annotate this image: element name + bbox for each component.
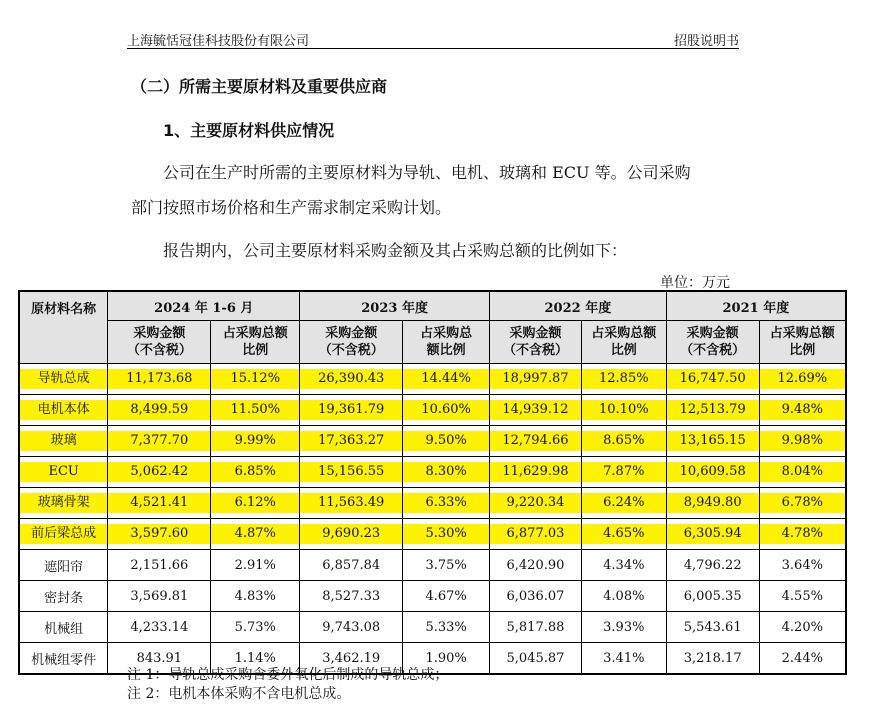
- amount-value: 5,045.87: [506, 650, 565, 666]
- amount-value: 3,597.60: [108, 524, 210, 544]
- amount-cell: [490, 643, 582, 675]
- amount-value: 7,377.70: [108, 431, 210, 451]
- ratio-cell: [759, 612, 846, 643]
- ratio-value: 10.10%: [582, 400, 666, 420]
- material-name: 玻璃: [20, 431, 107, 451]
- amount-value: 10,609.58: [667, 462, 759, 482]
- amount-cell: [490, 612, 582, 643]
- amount-value: 6,305.94: [667, 524, 759, 544]
- amount-value: 4,233.14: [130, 619, 189, 635]
- amount-value: 3,569.81: [130, 588, 189, 604]
- ratio-cell: [403, 364, 490, 395]
- footnote-2: 注 2：电机本体采购不含电机总成。: [127, 686, 351, 702]
- ratio-cell: [211, 426, 300, 457]
- amount-value: 843.91: [136, 650, 183, 666]
- subheader-ratio: 占采购总额 比例: [211, 321, 300, 364]
- material-name-cell: [19, 488, 108, 519]
- material-name-cell: [19, 581, 108, 612]
- ratio-cell: [403, 457, 490, 488]
- amount-cell: [666, 581, 759, 612]
- material-name-cell: [19, 364, 108, 395]
- amount-cell: [108, 581, 211, 612]
- amount-value: 12,513.79: [667, 400, 759, 420]
- ratio-value: 6.12%: [211, 493, 299, 513]
- amount-cell: [300, 612, 403, 643]
- material-name: 电机本体: [20, 400, 107, 420]
- ratio-value: 1.14%: [234, 650, 276, 666]
- table-row: [19, 457, 846, 488]
- ratio-value: 5.30%: [403, 524, 489, 544]
- ratio-value: 3.41%: [603, 650, 645, 666]
- subheader-ratio: 占采购总 额比例: [403, 321, 490, 364]
- ratio-value: 12.85%: [582, 369, 666, 389]
- ratio-cell: [403, 488, 490, 519]
- ratio-value: 4.65%: [582, 524, 666, 544]
- ratio-value: 9.50%: [403, 431, 489, 451]
- amount-value: 5,543.61: [683, 619, 742, 635]
- table-row: [19, 581, 846, 612]
- period-header: 2021 年度: [666, 291, 846, 321]
- amount-cell: [490, 395, 582, 426]
- amount-value: 18,997.87: [490, 369, 581, 389]
- ratio-cell: [211, 457, 300, 488]
- amount-cell: [666, 364, 759, 395]
- amount-value: 3,462.19: [322, 650, 381, 666]
- ratio-cell: [581, 581, 666, 612]
- ratio-value: 3.93%: [603, 619, 645, 635]
- subheader-ratio: 占采购总额 比例: [581, 321, 666, 364]
- amount-value: 12,794.66: [490, 431, 581, 451]
- paragraph-intro-table: 报告期内，公司主要原材料采购金额及其占采购总额的比例如下：: [163, 241, 628, 260]
- ratio-cell: [211, 364, 300, 395]
- table-row: [19, 364, 846, 395]
- amount-cell: [666, 426, 759, 457]
- amount-value: 8,949.80: [667, 493, 759, 513]
- ratio-cell: [759, 364, 846, 395]
- subheader-amount: 采购金额 （不含税）: [666, 321, 759, 364]
- amount-cell: [490, 519, 582, 550]
- amount-cell: [300, 426, 403, 457]
- ratio-cell: [403, 550, 490, 581]
- ratio-cell: [581, 457, 666, 488]
- unit-label: 单位：万元: [660, 275, 730, 291]
- ratio-value: 8.65%: [582, 431, 666, 451]
- ratio-value: 14.44%: [403, 369, 489, 389]
- ratio-value: 8.04%: [760, 462, 845, 482]
- amount-cell: [108, 457, 211, 488]
- material-name: 机械组零件: [31, 652, 97, 668]
- amount-cell: [108, 550, 211, 581]
- amount-cell: [490, 581, 582, 612]
- material-name-cell: [19, 643, 108, 675]
- material-name: 导轨总成: [20, 369, 107, 389]
- table-row: [19, 550, 846, 581]
- material-name: 遮阳帘: [44, 559, 84, 575]
- paragraph-line-1: 公司在生产时所需的主要原材料为导轨、电机、玻璃和 ECU 等。公司采购: [163, 163, 691, 182]
- ratio-value: 12.69%: [760, 369, 845, 389]
- material-name-cell: [19, 550, 108, 581]
- amount-cell: [490, 488, 582, 519]
- document-type: 招股说明书: [673, 34, 739, 49]
- ratio-value: 4.78%: [760, 524, 845, 544]
- amount-cell: [300, 519, 403, 550]
- ratio-value: 6.78%: [760, 493, 845, 513]
- amount-value: 6,005.35: [683, 588, 742, 604]
- amount-cell: [490, 364, 582, 395]
- subheader-amount: 采购金额 （不含税）: [108, 321, 211, 364]
- ratio-value: 15.12%: [211, 369, 299, 389]
- ratio-value: 2.44%: [781, 650, 823, 666]
- period-header: 2024 年 1-6 月: [108, 291, 300, 321]
- amount-value: 11,629.98: [490, 462, 581, 482]
- amount-value: 3,218.17: [683, 650, 742, 666]
- ratio-cell: [211, 488, 300, 519]
- amount-value: 6,420.90: [506, 557, 565, 573]
- ratio-value: 6.33%: [403, 493, 489, 513]
- amount-value: 11,173.68: [108, 369, 210, 389]
- subheader-amount: 采购金额 （不含税）: [490, 321, 582, 364]
- amount-value: 15,156.55: [300, 462, 402, 482]
- ratio-cell: [403, 395, 490, 426]
- amount-cell: [108, 519, 211, 550]
- ratio-value: 10.60%: [403, 400, 489, 420]
- ratio-cell: [581, 488, 666, 519]
- table-body: [19, 364, 846, 675]
- amount-value: 9,690.23: [300, 524, 402, 544]
- amount-cell: [490, 457, 582, 488]
- amount-value: 4,796.22: [683, 557, 742, 573]
- table-row: [19, 612, 846, 643]
- table-row: [19, 395, 846, 426]
- ratio-value: 9.99%: [211, 431, 299, 451]
- ratio-value: 5.73%: [234, 619, 276, 635]
- ratio-value: 9.48%: [760, 400, 845, 420]
- amount-cell: [666, 457, 759, 488]
- amount-value: 9,743.08: [322, 619, 381, 635]
- amount-value: 11,563.49: [300, 493, 402, 513]
- ratio-cell: [759, 519, 846, 550]
- subheader-amount: 采购金额 （不含税）: [300, 321, 403, 364]
- material-name-cell: [19, 519, 108, 550]
- amount-value: 5,817.88: [506, 619, 565, 635]
- ratio-value: 11.50%: [211, 400, 299, 420]
- amount-value: 13,165.15: [667, 431, 759, 451]
- footnote-1: 注 1：导轨总成采购含委外氧化后制成的导轨总成；: [127, 667, 449, 683]
- amount-cell: [666, 395, 759, 426]
- table-row: [19, 488, 846, 519]
- ratio-value: 5.33%: [425, 619, 467, 635]
- ratio-cell: [759, 643, 846, 675]
- amount-value: 8,499.59: [108, 400, 210, 420]
- company-name: 上海毓恬冠佳科技股份有限公司: [127, 34, 310, 49]
- ratio-value: 4.87%: [211, 524, 299, 544]
- amount-value: 9,220.34: [490, 493, 581, 513]
- ratio-value: 6.85%: [211, 462, 299, 482]
- amount-value: 5,062.42: [108, 462, 210, 482]
- ratio-cell: [581, 643, 666, 675]
- ratio-cell: [403, 612, 490, 643]
- table-subheader-row: [19, 321, 846, 364]
- amount-cell: [490, 550, 582, 581]
- ratio-value: 1.90%: [425, 650, 467, 666]
- material-name-cell: [19, 426, 108, 457]
- ratio-cell: [403, 581, 490, 612]
- ratio-cell: [581, 550, 666, 581]
- amount-cell: [666, 519, 759, 550]
- ratio-cell: [759, 581, 846, 612]
- ratio-cell: [581, 612, 666, 643]
- ratio-cell: [581, 395, 666, 426]
- table-row: [19, 426, 846, 457]
- ratio-value: 4.55%: [781, 588, 823, 604]
- amount-cell: [300, 488, 403, 519]
- amount-cell: [108, 426, 211, 457]
- material-name: 前后梁总成: [20, 524, 107, 544]
- section-title: （二）所需主要原材料及重要供应商: [131, 77, 388, 96]
- ratio-cell: [211, 550, 300, 581]
- ratio-cell: [581, 364, 666, 395]
- amount-value: 26,390.43: [300, 369, 402, 389]
- amount-value: 2,151.66: [130, 557, 189, 573]
- amount-cell: [108, 395, 211, 426]
- ratio-value: 6.24%: [582, 493, 666, 513]
- amount-value: 6,877.03: [490, 524, 581, 544]
- ratio-value: 9.98%: [760, 431, 845, 451]
- table-row: [19, 519, 846, 550]
- ratio-value: 4.08%: [603, 588, 645, 604]
- amount-cell: [108, 488, 211, 519]
- ratio-value: 3.75%: [425, 557, 467, 573]
- ratio-cell: [759, 426, 846, 457]
- material-name-cell: [19, 612, 108, 643]
- amount-value: 19,361.79: [300, 400, 402, 420]
- amount-cell: [300, 364, 403, 395]
- amount-cell: [300, 395, 403, 426]
- amount-cell: [108, 364, 211, 395]
- amount-value: 6,036.07: [506, 588, 565, 604]
- subheader-ratio: 占采购总额 比例: [759, 321, 846, 364]
- ratio-value: 2.91%: [234, 557, 276, 573]
- col-material-name: 原材料名称: [19, 291, 108, 364]
- material-name: 密封条: [44, 590, 84, 606]
- amount-cell: [300, 457, 403, 488]
- material-name: ECU: [20, 462, 107, 482]
- material-name-cell: [19, 457, 108, 488]
- ratio-cell: [211, 612, 300, 643]
- ratio-value: 4.34%: [603, 557, 645, 573]
- ratio-cell: [759, 550, 846, 581]
- materials-table: [18, 290, 847, 675]
- subsection-title: 1、主要原材料供应情况: [163, 121, 335, 140]
- ratio-cell: [211, 581, 300, 612]
- ratio-value: 7.87%: [582, 462, 666, 482]
- ratio-value: 4.20%: [781, 619, 823, 635]
- amount-value: 8,527.33: [322, 588, 381, 604]
- material-name-cell: [19, 395, 108, 426]
- paragraph-line-2: 部门按照市场价格和生产需求制定采购计划。: [131, 198, 452, 217]
- ratio-value: 4.83%: [234, 588, 276, 604]
- table-header-row: [19, 291, 846, 321]
- amount-cell: [666, 643, 759, 675]
- ratio-cell: [759, 395, 846, 426]
- amount-value: 14,939.12: [490, 400, 581, 420]
- amount-cell: [666, 612, 759, 643]
- material-name: 机械组: [44, 621, 84, 637]
- amount-cell: [300, 550, 403, 581]
- ratio-cell: [211, 519, 300, 550]
- ratio-cell: [211, 395, 300, 426]
- amount-value: 17,363.27: [300, 431, 402, 451]
- amount-cell: [490, 426, 582, 457]
- ratio-cell: [581, 426, 666, 457]
- ratio-value: 3.64%: [781, 557, 823, 573]
- period-header: 2022 年度: [490, 291, 667, 321]
- amount-cell: [300, 581, 403, 612]
- amount-cell: [666, 488, 759, 519]
- ratio-value: 4.67%: [425, 588, 467, 604]
- ratio-value: 8.30%: [403, 462, 489, 482]
- ratio-cell: [403, 426, 490, 457]
- material-name: 玻璃骨架: [20, 493, 107, 513]
- ratio-cell: [403, 519, 490, 550]
- period-header: 2023 年度: [300, 291, 490, 321]
- amount-cell: [666, 550, 759, 581]
- amount-cell: [108, 612, 211, 643]
- ratio-cell: [759, 457, 846, 488]
- ratio-cell: [581, 519, 666, 550]
- amount-value: 16,747.50: [667, 369, 759, 389]
- amount-value: 4,521.41: [108, 493, 210, 513]
- amount-value: 6,857.84: [322, 557, 381, 573]
- ratio-cell: [759, 488, 846, 519]
- page-header: [127, 30, 739, 49]
